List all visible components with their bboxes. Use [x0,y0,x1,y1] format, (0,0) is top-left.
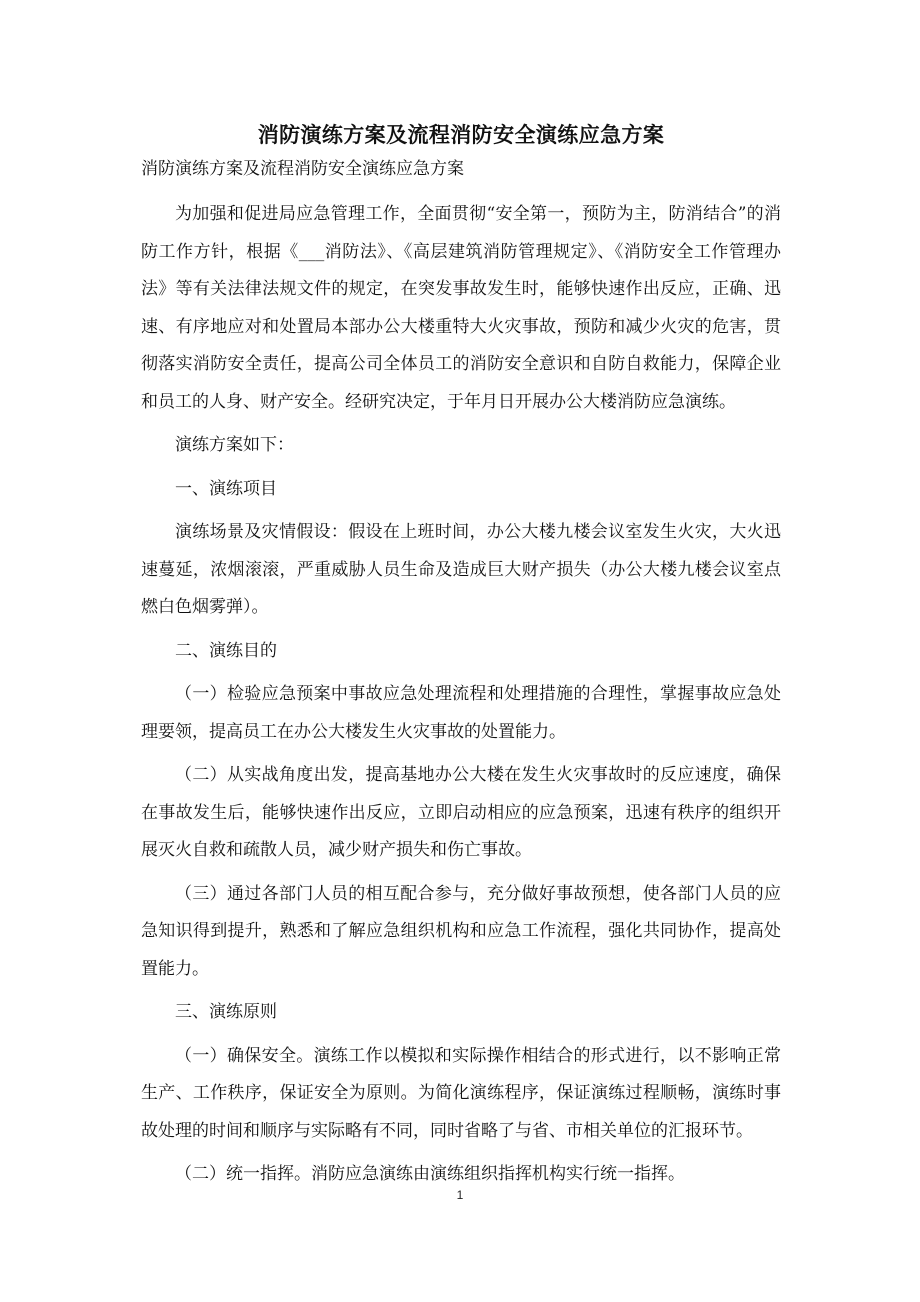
plan-intro-line: 演练方案如下： [175,435,294,455]
document-subtitle: 消防演练方案及流程消防安全演练应急方案 [141,159,464,179]
page-number: 1 [456,1188,464,1202]
section-heading-drill-purpose: 二、演练目的 [175,640,277,661]
intro-paragraph: 为加强和促进局应急管理工作，全面贯彻“安全第一，预防为主，防消结合”的消防工作方针，根据《___消防法》、《高层建筑消防管理规定》、《消防安全工作管理办法》等有关法律法规文件的规定，在突发事故发生时，能够快速作出反应，正确、迅速、有序地应对和处置局本部办公大楼重特大火灾事故，预防和减少火灾的危害，贯彻落实消防安全责任，提高公司全体员工的消防安全意识和自防自救能力，保障企业和员工的人身、财产安全。经研究决定，于年月日开展办公大楼消防应急演练。 [141,204,781,412]
purpose-item-2: （二）从实战角度出发，提高基地办公大楼在发生火灾事故时的反应速度，确保在事故发生后，能够快速作出反应，立即启动相应的应急预案，迅速有秩序的组织开展灭火自救和疏散人员，减少财产损失和伤亡事故。 [141,765,781,860]
drill-scenario-paragraph: 演练场景及灾情假设：假设在上班时间，办公大楼九楼会议室发生火灾，大火迅速蔓延，浓烟滚滚，严重威胁人员生命及造成巨大财产损失（办公大楼九楼会议室点燃白色烟雾弹）。 [141,522,781,617]
principle-item-1: （一）确保安全。演练工作以模拟和实际操作相结合的形式进行，以不影响正常生产、工作秩序，保证安全为原则。为简化演练程序，保证演练过程顺畅，演练时事故处理的时间和顺序与实际略有不同，同时省略了与省、市相关单位的汇报环节。 [141,1045,781,1141]
principle-item-2: （二）统一指挥。消防应急演练由演练组织指挥机构实行统一指挥。 [175,1164,685,1184]
section-heading-drill-items: 一、演练项目 [175,478,277,499]
document-title: 消防演练方案及流程消防安全演练应急方案 [257,122,665,147]
purpose-item-1: （一）检验应急预案中事故应急处理流程和处理措施的合理性，掌握事故应急处理要领，提高员工在办公大楼发生火灾事故的处置能力。 [141,684,781,742]
section-heading-drill-principles: 三、演练原则 [175,1002,277,1022]
document-body [141,118,781,1200]
purpose-item-3: （三）通过各部门人员的相互配合参与，充分做好事故预想，使各部门人员的应急知识得到提升，熟悉和了解应急组织机构和应急工作流程，强化共同协作，提高处置能力。 [141,883,781,979]
